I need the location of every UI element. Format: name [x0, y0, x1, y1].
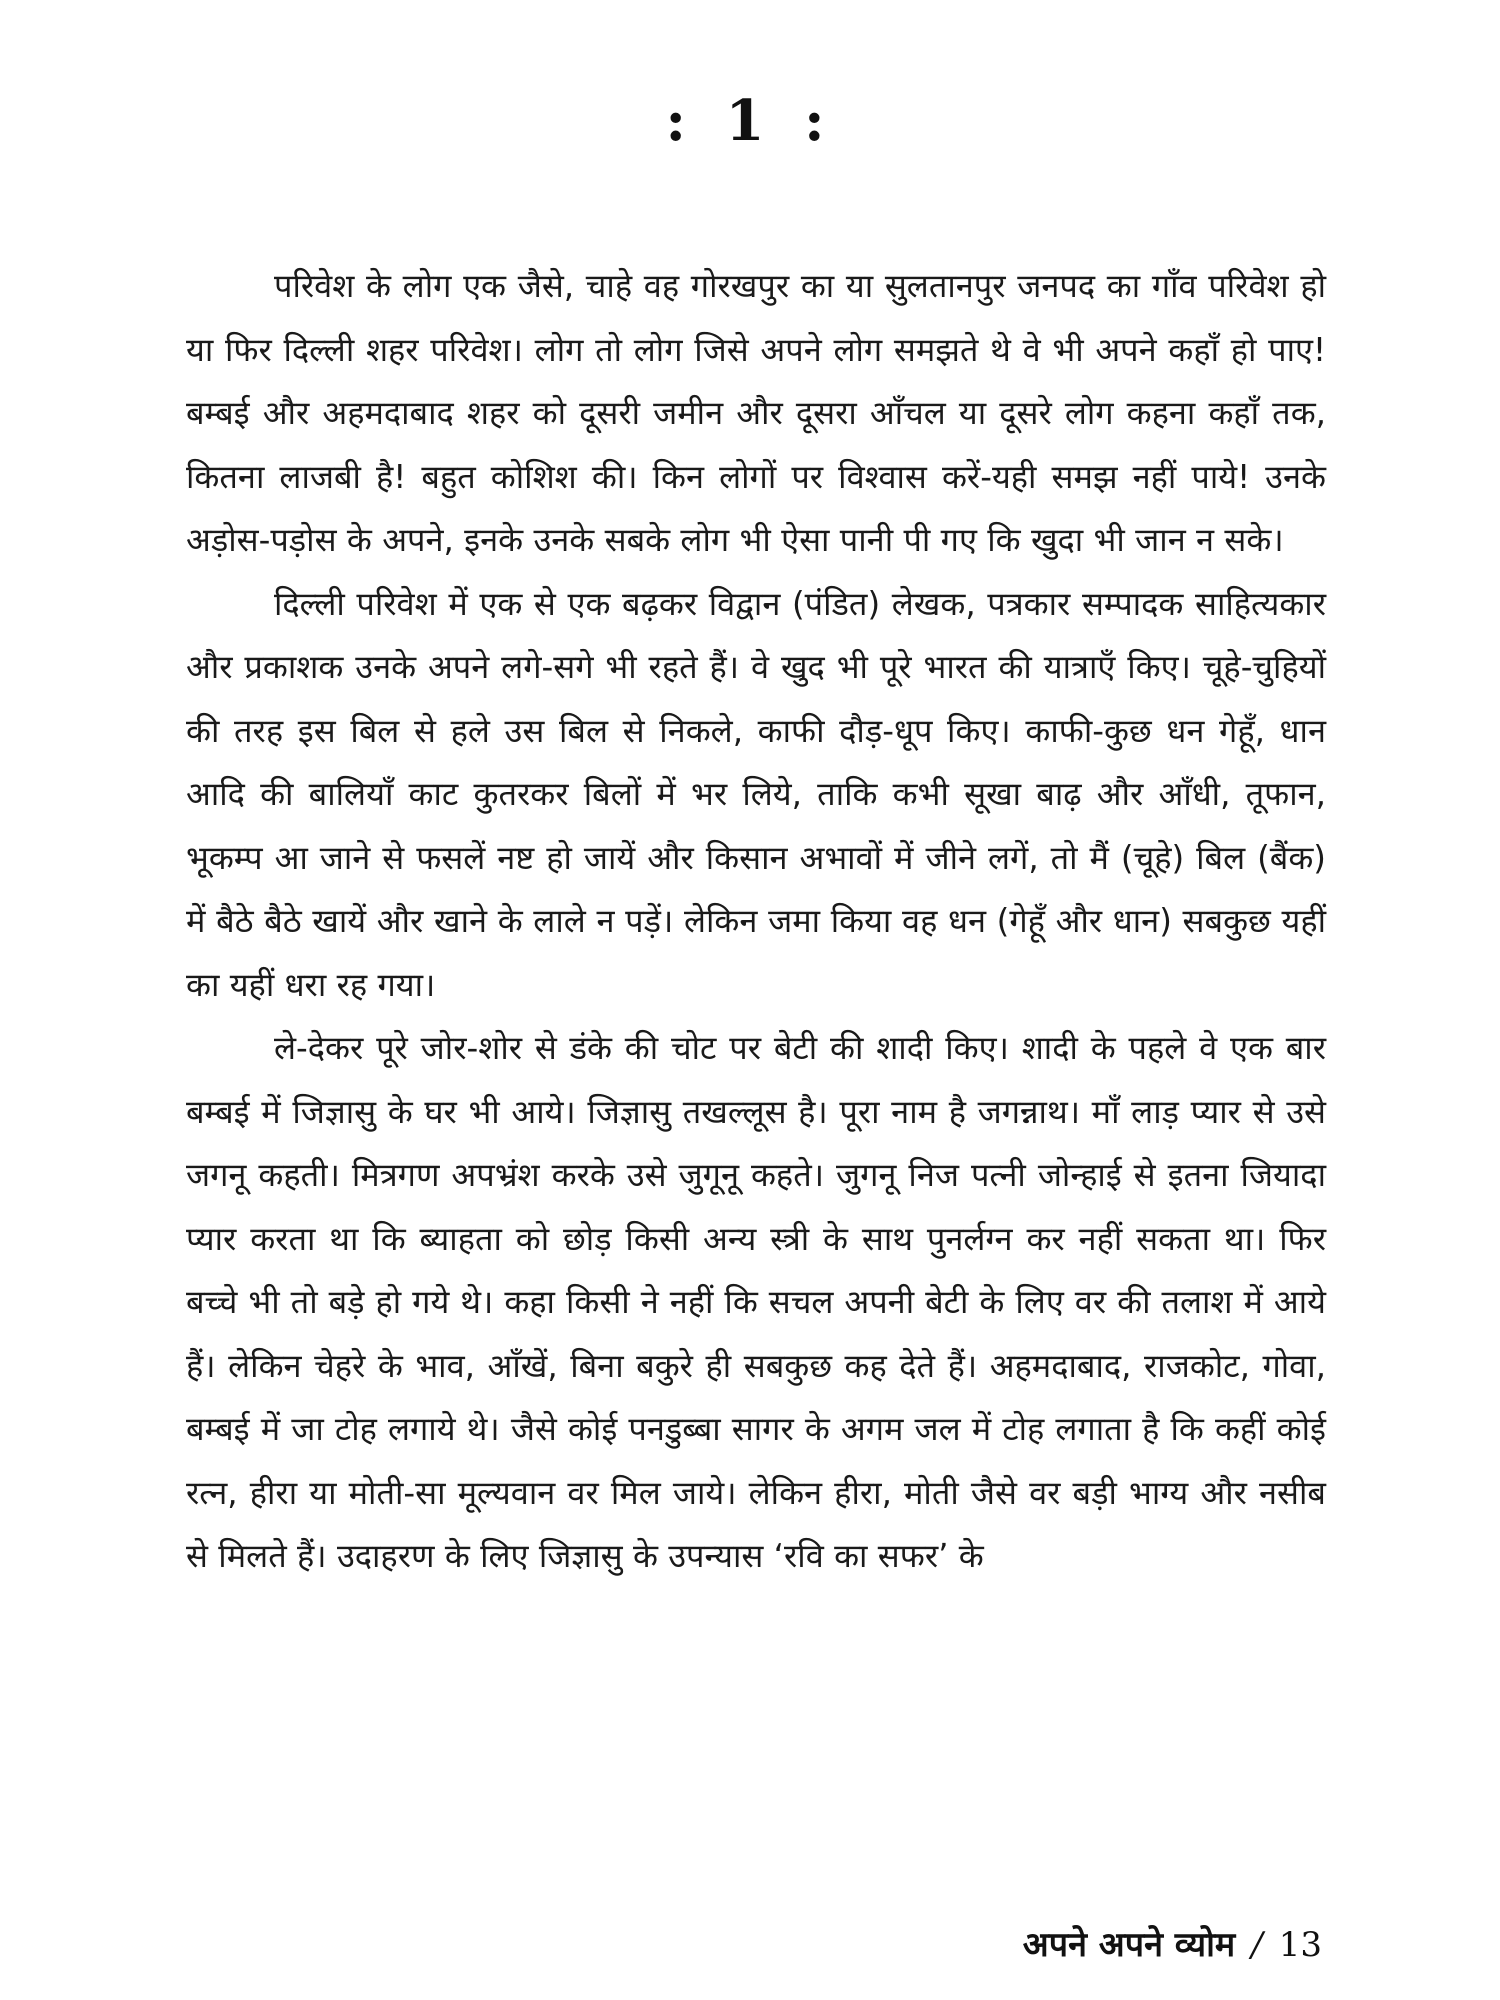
paragraph-1: परिवेश के लोग एक जैसे, चाहे वह गोरखपुर का या सुलतानपुर जनपद का गाँव परिवेश हो या फिर दिल्ली शहर परिवेश। लोग तो लोग जिसे अपने लोग समझते थे वे भी अपने कहाँ हो पाए! बम्बई और अहमदाबाद शहर को दूसरी जमीन और दूसरा आँचल या दूसरे लोग कहना कहाँ तक, कितना लाजबी है! बहुत कोशिश की। किन लोगों पर विश्वास करें-यही समझ नहीं पाये! उनके अड़ोस-पड़ोस के अपने, इनके उनके सबके लोग भी ऐसा पानी पी गए कि खुदा भी जान न सके।	[186, 267, 1326, 559]
paragraph-3: ले-देकर पूरे जोर-शोर से डंके की चोट पर बेटी की शादी किए। शादी के पहले वे एक बार बम्बई में जिज्ञासु के घर भी आये। जिज्ञासु तखल्लूस है। पूरा नाम है जगन्नाथ। माँ लाड़ प्यार से उसे जगनू कहती। मित्रगण अपभ्रंश करके उसे जुगूनू कहते। जुगनू निज पत्नी जोन्हाई से इतना जियादा प्यार करता था कि ब्याहता को छोड़ किसी अन्य स्त्री के साथ पुनर्लग्न कर नहीं सकता था। फिर बच्चे भी तो बड़े हो गये थे। कहा किसी ने नहीं कि सचल अपनी बेटी के लिए वर की तलाश में आये हैं। लेकिन चेहरे के भाव, आँखें, बिना बकुरे ही सबकुछ कह देते हैं। अहमदाबाद, राजकोट, गोवा, बम्बई में जा टोह लगाये थे। जैसे कोई पनडुब्बा सागर के अगम जल में टोह लगाता है कि कहीं कोई रत्न, हीरा या मोती-सा मूल्यवान वर मिल जाये। लेकिन हीरा, मोती जैसे वर बड़ी भाग्य और नसीब से मिलते हैं। उदाहरण के लिए जिज्ञासु के उपन्यास ‘रवि का सफर’ के	[186, 1029, 1326, 1575]
footer-book-title: अपने अपने व्योम	[1022, 1925, 1236, 1965]
body-text	[186, 255, 1326, 1589]
paragraph-2: दिल्ली परिवेश में एक से एक बढ़कर विद्वान (पंडित) लेखक, पत्रकार सम्पादक साहित्यकार और प्रकाशक उनके अपने लगे-सगे भी रहते हैं। वे खुद भी पूरे भारत की यात्राएँ किए। चूहे-चुहियों की तरह इस बिल से हले उस बिल से निकले, काफी दौड़-धूप किए। काफी-कुछ धन गेहूँ, धान आदि की बालियाँ काट कुतरकर बिलों में भर लिये, ताकि कभी सूखा बाढ़ और आँधी, तूफान, भूकम्प आ जाने से फसलें नष्ट हो जायें और किसान अभावों में जीने लगें, तो मैं (चूहे) बिल (बैंक) में बैठे बैठे खायें और खाने के लाले न पड़ें। लेकिन जमा किया वह धन (गेहूँ और धान) सबकुछ यहीं का यहीं धरा रह गया।	[186, 584, 1326, 1004]
chapter-heading: : 1 :	[665, 88, 835, 154]
footer-separator: /	[1251, 1925, 1263, 1965]
page-number: 13	[1278, 1925, 1322, 1965]
page-footer	[1023, 1920, 1322, 1966]
